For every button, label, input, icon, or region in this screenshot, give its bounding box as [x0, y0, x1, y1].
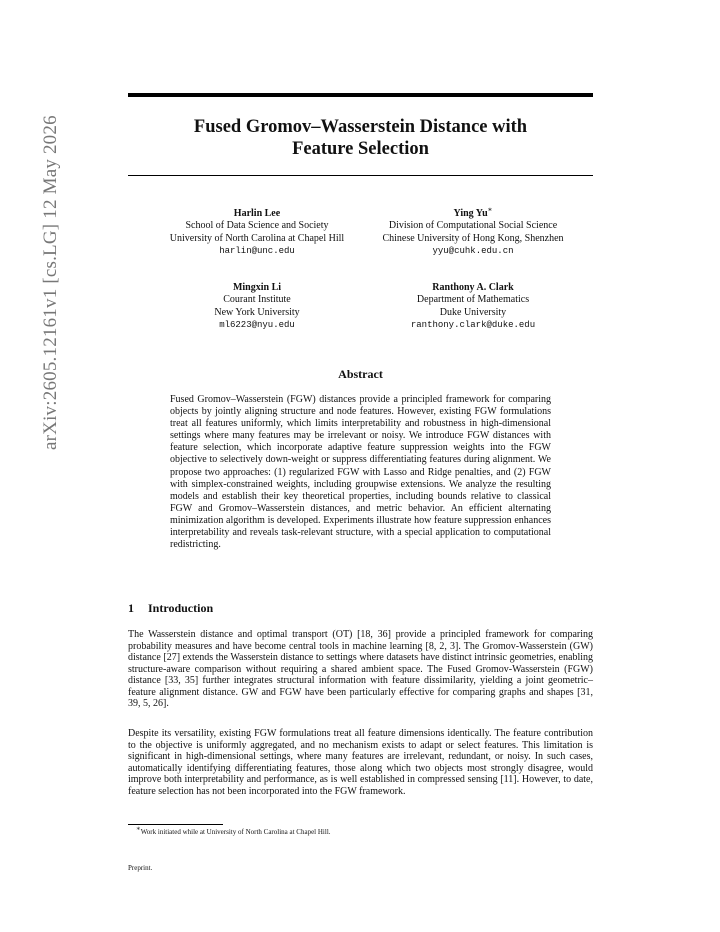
intro-paragraph-2: Despite its versatility, existing FGW formulations treat all feature dimensions identically. The feature contribution to the objective is uniformly aggregated, and no mechanism exists to adapt or select features. This limitation is significant in high-dimensional settings, where many features are irrelevant, redundant, or noisy. In such cases, automatically identifying differentiating features, those along which two objects most strongly disagree, would improve both interpretability and performance, as is well established in compressed sensing [11]. However, to date, feature selection has not been incorporated into the FGW framework.	[128, 728, 593, 797]
author-footnote-marker[interactable]: ∗	[487, 205, 493, 214]
footnote	[136, 824, 331, 836]
author-name: Harlin Lee	[233, 208, 281, 219]
footnote-text: Work initiated while at University of North Carolina at Chapel Hill.	[140, 828, 331, 836]
author-block-2	[358, 205, 588, 258]
author-email[interactable]: ml6223@nyu.edu	[219, 320, 295, 331]
title-line-2: Feature Selection	[292, 139, 429, 159]
author-email[interactable]: harlin@unc.edu	[219, 246, 295, 257]
author-affiliation: Department of Mathematics	[416, 294, 530, 306]
author-name: Mingxin Li	[232, 282, 282, 293]
abstract-heading: Abstract	[338, 367, 383, 381]
preprint-label: Preprint.	[128, 864, 153, 872]
title-bottom-rule	[128, 175, 593, 176]
section-number: 1	[128, 601, 134, 615]
author-affiliation: University of North Carolina at Chapel Hill	[169, 232, 345, 244]
footnote-rule	[128, 824, 223, 825]
author-block-1	[128, 208, 386, 258]
abstract-text: Fused Gromov–Wasserstein (FGW) distances provide a principled framework for comparing objects by jointly aligning structure and node features. However, existing FGW formulations treat all features uniformly, which limits interpretability and robustness in high-dimensional settings where many features may be irrelevant or noisy. We introduce FGW distances with feature selection, which incorporate adaptive feature suppression weights into the FGW objective to selectively down-weight or suppress differentiating features during alignment. We propose two approaches: (1) regularized FGW with Lasso and Ridge penalties, and (2) FGW with simplex-constrained weights, including groupwise extensions. We analyze the resulting models and establish their key theoretical properties, including bounds relative to classical FGW and Gromov–Wasserstein distances, and metric behavior. An efficient alternating minimization algorithm is developed. Experiments illustrate how feature suppression enhances interpretability and reveals task-relevant structure, with a special application to computational redistricting.	[170, 394, 551, 551]
title-line-1: Fused Gromov–Wasserstein Distance with	[193, 117, 528, 137]
author-affiliation: Division of Computational Social Science	[388, 220, 558, 232]
author-name: Ranthony A. Clark	[432, 282, 514, 293]
author-email[interactable]: ranthony.clark@duke.edu	[410, 320, 536, 331]
footnote-marker: ∗	[136, 824, 141, 833]
author-block-3	[128, 282, 386, 332]
author-affiliation: New York University	[214, 306, 300, 318]
section-title: Introduction	[148, 601, 214, 615]
intro-paragraph-1: The Wasserstein distance and optimal transport (OT) [18, 36] provide a principled framework for comparing probability measures and have become central tools in machine learning [8, 2, 3]. The Gromov-Wasserstein (GW) distance [27] extends the Wasserstein distance to settings where datasets have distinct intrinsic geometries, enabling structure-aware comparison without requiring a shared ambient space. The Fused Gromov-Wasserstein (FGW) distance [33, 35] further integrates structural information with feature dissimilarity, yielding a joint geometric–feature alignment distance. GW and FGW have been particularly effective for comparing graphs and shapes [31, 39, 5, 26].	[128, 629, 593, 709]
author-email[interactable]: yyu@cuhk.edu.cn	[432, 246, 514, 257]
author-name: Ying Yu	[453, 208, 488, 219]
author-block-4	[358, 282, 588, 332]
author-name-line	[358, 205, 588, 220]
author-affiliation: School of Data Science and Society	[185, 220, 329, 232]
author-affiliation: Duke University	[439, 306, 507, 318]
section-heading	[128, 601, 213, 616]
author-affiliation: Courant Institute	[223, 294, 291, 306]
paper-title	[128, 116, 593, 160]
title-top-rule	[128, 93, 593, 97]
author-affiliation: Chinese University of Hong Kong, Shenzhen	[382, 232, 564, 244]
arxiv-identifier: arXiv:2605.12161v1 [cs.LG] 12 May 2026	[40, 115, 61, 450]
